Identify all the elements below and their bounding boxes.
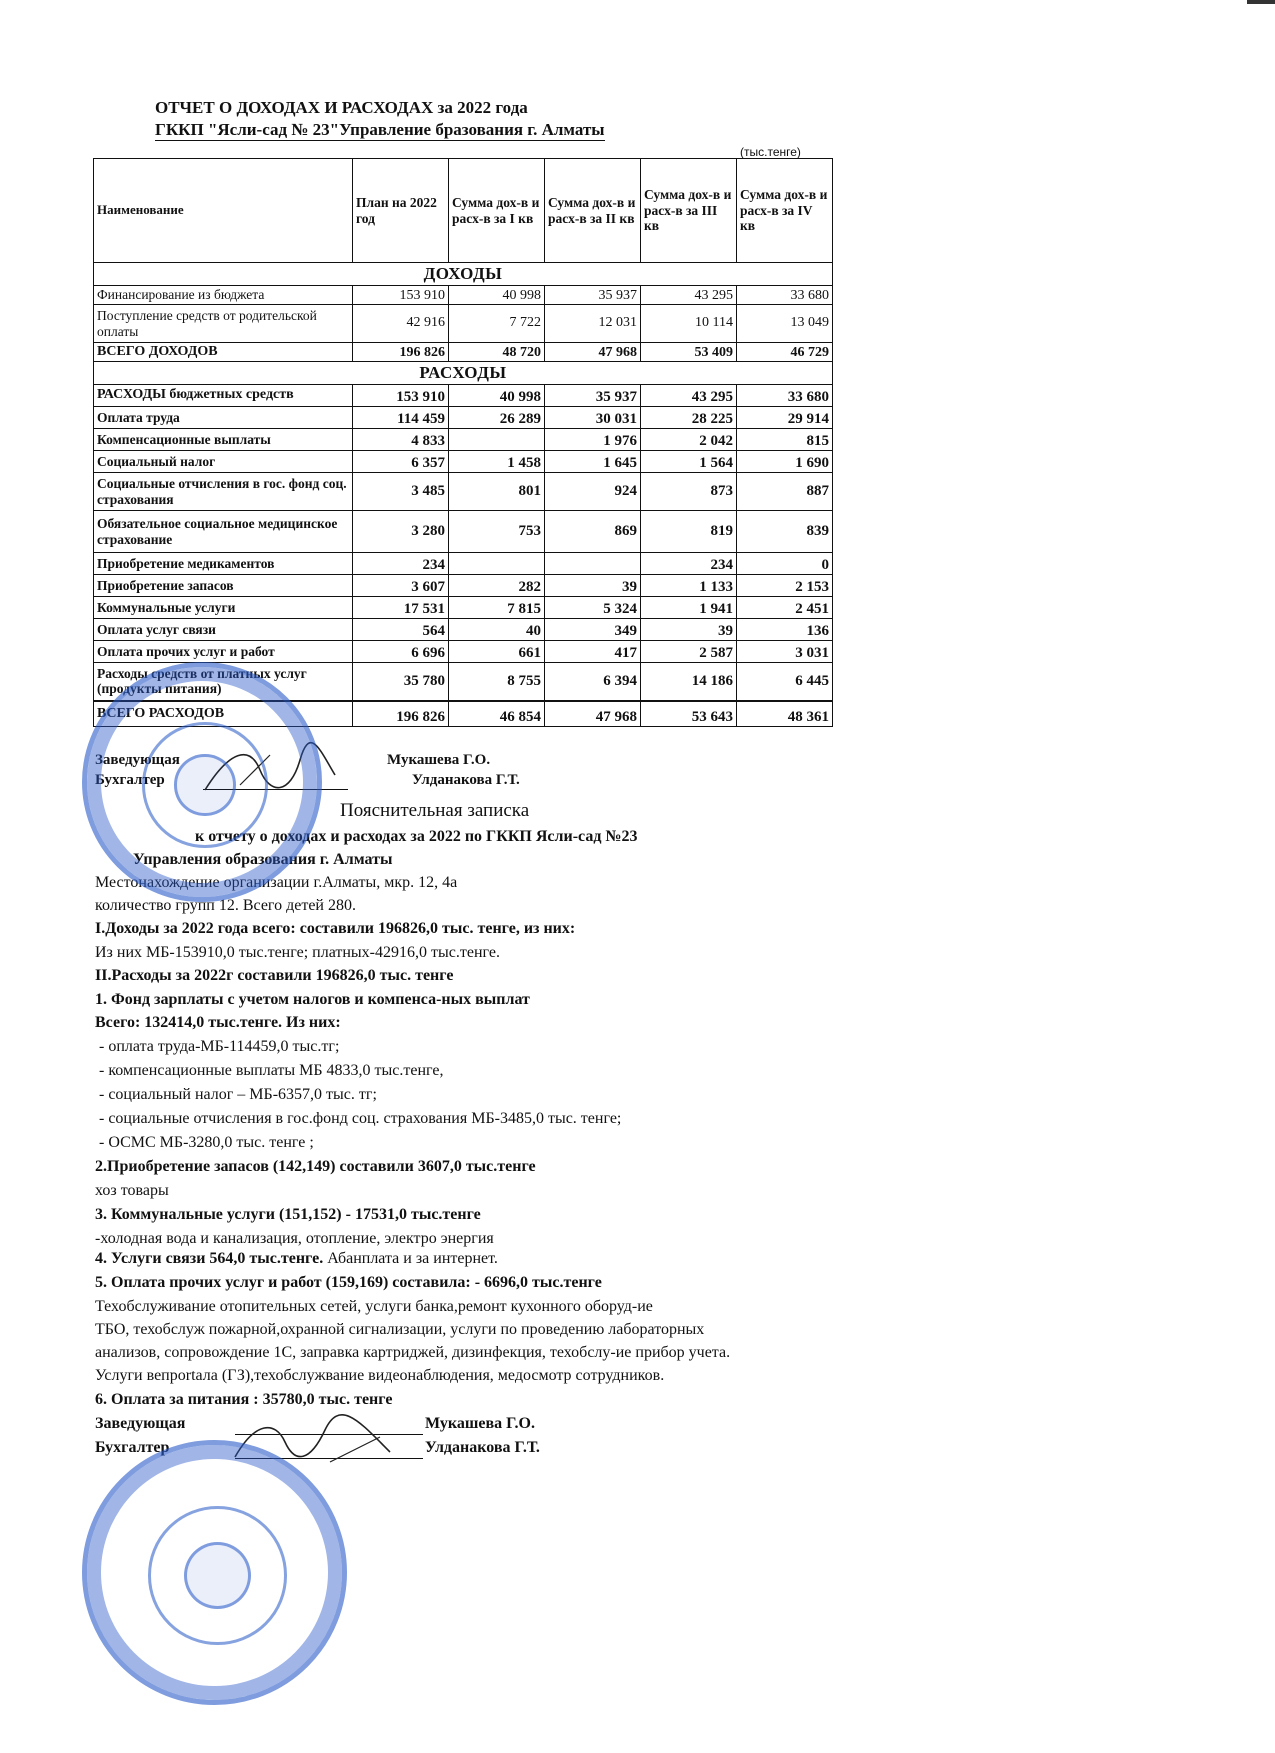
table-row	[94, 641, 833, 663]
note-director-label: Заведующая	[95, 1415, 186, 1432]
row-name: Компенсационные выплаты	[94, 429, 353, 451]
row-name: Социальные отчисления в гос. фонд соц. страхования	[94, 473, 353, 511]
row-name: Расходы средств от платных услуг (продукты питания)	[94, 663, 353, 701]
cell-q1: 26 289	[449, 407, 545, 429]
cell-q3: 873	[641, 473, 737, 511]
list-item: Техобслуживание отопительных сетей, услуги банка,ремонт кухонного оборуд-ие	[95, 1298, 653, 1315]
cell-q2: 35 937	[545, 385, 641, 407]
cell-q1: 801	[449, 473, 545, 511]
note-accountant-label: Бухгалтер	[95, 1439, 170, 1456]
cell-q2: 5 324	[545, 597, 641, 619]
table-row	[94, 511, 833, 553]
cell-q1: 40 998	[449, 286, 545, 305]
list-item: ТБО, техобслуж пожарной,охранной сигнализации, услуги по проведению лабораторных	[95, 1321, 705, 1338]
cell-q3: 819	[641, 511, 737, 553]
income-title: I.Доходы за 2022 года всего: составили 196826,0 тыс. тенге, из них:	[95, 920, 576, 937]
cell-q1: 40	[449, 619, 545, 641]
row-name: Социальный налог	[94, 451, 353, 473]
cell-q4: 0	[737, 553, 833, 575]
cell-q3: 2 587	[641, 641, 737, 663]
note-heading: Пояснительная записка	[340, 800, 530, 821]
cell-plan: 114 459	[353, 407, 449, 429]
expense-section-title: РАСХОДЫ	[94, 362, 833, 385]
cell-q1: 48 720	[449, 343, 545, 362]
list-item: анализов, сопровождение 1С, заправка картриджей, дизинфекция, техобслу-ие прибор учета.	[95, 1344, 731, 1361]
cell-q4: 1 690	[737, 451, 833, 473]
cell-plan: 3 280	[353, 511, 449, 553]
note-subheading-2: Управления образования г. Алматы	[133, 851, 393, 868]
cell-q3: 43 295	[641, 286, 737, 305]
cell-q1: 753	[449, 511, 545, 553]
cell-q4: 6 445	[737, 663, 833, 701]
cell-q1: 40 998	[449, 385, 545, 407]
cell-q2: 6 394	[545, 663, 641, 701]
cell-q2: 35 937	[545, 286, 641, 305]
table-row	[94, 385, 833, 407]
header-row	[94, 159, 833, 263]
cell-q2: 30 031	[545, 407, 641, 429]
cell-q3: 39	[641, 619, 737, 641]
row-name: РАСХОДЫ бюджетных средств	[94, 385, 353, 407]
col-header-plan: План на 2022 год	[353, 159, 449, 263]
table-row	[94, 407, 833, 429]
item1-total: Всего: 132414,0 тыс.тенге. Из них:	[95, 1014, 341, 1031]
cell-q4: 33 680	[737, 286, 833, 305]
cell-plan: 42 916	[353, 305, 449, 343]
cell-q2: 869	[545, 511, 641, 553]
cell-q4: 2 451	[737, 597, 833, 619]
cell-q1: 7 722	[449, 305, 545, 343]
table-row	[94, 429, 833, 451]
cell-q2: 924	[545, 473, 641, 511]
income-section-row	[94, 263, 833, 286]
col-header-q2: Сумма дох-в и расх-в за II кв	[545, 159, 641, 263]
row-name: Оплата труда	[94, 407, 353, 429]
cell-q2: 12 031	[545, 305, 641, 343]
expense-section-row	[94, 362, 833, 385]
cell-q3: 28 225	[641, 407, 737, 429]
cell-q1: 1 458	[449, 451, 545, 473]
row-name: Поступление средств от родительской оплаты	[94, 305, 353, 343]
cell-q2: 1 645	[545, 451, 641, 473]
table-row	[94, 305, 833, 343]
cell-q4: 29 914	[737, 407, 833, 429]
item2-detail: хоз товары	[95, 1182, 169, 1199]
note-accountant-name: Улданакова Г.Т.	[425, 1439, 540, 1456]
cell-q4: 839	[737, 511, 833, 553]
list-item: - оплата труда-МБ-114459,0 тыс.тг;	[99, 1038, 340, 1055]
units-label: (тыс.тенге)	[740, 145, 801, 159]
cell-q1: 282	[449, 575, 545, 597]
cell-plan: 153 910	[353, 286, 449, 305]
report-subtitle-text: ГККП "Ясли-сад № 23"Управление бразования г. Алматы	[155, 120, 605, 139]
row-name: Приобретение медикаментов	[94, 553, 353, 575]
report-subtitle	[155, 120, 605, 140]
col-header-q3: Сумма дох-в и расх-в за III кв	[641, 159, 737, 263]
cell-plan: 17 531	[353, 597, 449, 619]
cell-plan: 35 780	[353, 663, 449, 701]
cell-q1: 46 854	[449, 701, 545, 727]
table-row	[94, 575, 833, 597]
official-stamp-icon	[82, 1440, 347, 1705]
cell-q2: 39	[545, 575, 641, 597]
row-name: Приобретение запасов	[94, 575, 353, 597]
cell-q1	[449, 429, 545, 451]
row-name: Оплата прочих услуг и работ	[94, 641, 353, 663]
cell-q4: 887	[737, 473, 833, 511]
table-row	[94, 473, 833, 511]
note-location: Местонахождение организации г.Алматы, мкр. 12, 4а	[95, 874, 458, 891]
cell-q1: 7 815	[449, 597, 545, 619]
cell-q2: 417	[545, 641, 641, 663]
row-name: Финансирование из бюджета	[94, 286, 353, 305]
director-label: Заведующая	[95, 752, 180, 768]
cell-q4: 3 031	[737, 641, 833, 663]
cell-plan: 6 357	[353, 451, 449, 473]
item6-title: 6. Оплата за питания : 35780,0 тыс. тенге	[95, 1391, 393, 1408]
director-name: Мукашева Г.О.	[387, 752, 491, 768]
cell-q3: 43 295	[641, 385, 737, 407]
row-name: ВСЕГО ДОХОДОВ	[94, 343, 353, 362]
note-subheading: к отчету о доходах и расходах за 2022 по ГККП Ясли-сад №23	[195, 828, 638, 845]
table-row	[94, 597, 833, 619]
cell-plan: 196 826	[353, 343, 449, 362]
cell-q2: 47 968	[545, 701, 641, 727]
cell-plan: 234	[353, 553, 449, 575]
table-row	[94, 553, 833, 575]
list-item: - компенсационные выплаты МБ 4833,0 тыс.тенге,	[99, 1062, 444, 1079]
item3-title: 3. Коммунальные услуги (151,152) - 17531,0 тыс.тенге	[95, 1206, 481, 1223]
cell-q3: 10 114	[641, 305, 737, 343]
cell-plan: 153 910	[353, 385, 449, 407]
emblem-icon	[184, 1542, 251, 1609]
table-row	[94, 451, 833, 473]
cell-plan: 196 826	[353, 701, 449, 727]
item3-detail: -холодная вода и канализация, отопление, электро энергия	[95, 1230, 494, 1247]
list-item: - ОСМС МБ-3280,0 тыс. тенге ;	[99, 1134, 314, 1151]
col-header-name: Наименование	[94, 159, 353, 263]
cell-q4: 13 049	[737, 305, 833, 343]
cell-q2: 349	[545, 619, 641, 641]
expense-title: II.Расходы за 2022г составили 196826,0 тыс. тенге	[95, 967, 454, 984]
col-header-q4: Сумма дох-в и расх-в за IV кв	[737, 159, 833, 263]
cell-q3: 53 643	[641, 701, 737, 727]
row-name: Обязательное социальное медицинское страхование	[94, 511, 353, 553]
row-name: Коммунальные услуги	[94, 597, 353, 619]
cell-plan: 4 833	[353, 429, 449, 451]
item2-title: 2.Приобретение запасов (142,149) составили 3607,0 тыс.тенге	[95, 1158, 536, 1175]
cell-q1: 8 755	[449, 663, 545, 701]
row-name: Оплата услуг связи	[94, 619, 353, 641]
cell-q1: 661	[449, 641, 545, 663]
cell-q2: 47 968	[545, 343, 641, 362]
cell-q4: 33 680	[737, 385, 833, 407]
cell-plan: 564	[353, 619, 449, 641]
report-title: ОТЧЕТ О ДОХОДАХ И РАСХОДАХ за 2022 года	[155, 98, 528, 117]
cell-q4: 2 153	[737, 575, 833, 597]
cell-q3: 1 564	[641, 451, 737, 473]
official-stamp-icon	[82, 662, 322, 902]
cell-q2	[545, 553, 641, 575]
list-item: - социальные отчисления в гос.фонд соц. страхования МБ-3485,0 тыс. тенге;	[99, 1110, 622, 1127]
table-row	[94, 286, 833, 305]
cell-q4: 815	[737, 429, 833, 451]
cell-q2: 1 976	[545, 429, 641, 451]
cell-q3: 53 409	[641, 343, 737, 362]
cell-plan: 3 485	[353, 473, 449, 511]
corner-mark	[1247, 0, 1275, 4]
cell-q3: 1 941	[641, 597, 737, 619]
income-total-row	[94, 343, 833, 362]
report-table	[93, 158, 833, 727]
accountant-name: Улданакова Г.Т.	[412, 772, 520, 788]
note-groups: количество групп 12. Всего детей 280.	[95, 897, 356, 914]
item4-title: 4. Услуги связи 564,0 тыс.тенге.	[95, 1250, 324, 1267]
cell-plan: 6 696	[353, 641, 449, 663]
income-section-title: ДОХОДЫ	[94, 263, 833, 286]
cell-q3: 2 042	[641, 429, 737, 451]
note-director-name: Мукашева Г.О.	[425, 1415, 535, 1432]
cell-plan: 3 607	[353, 575, 449, 597]
cell-q3: 14 186	[641, 663, 737, 701]
cell-q1	[449, 553, 545, 575]
cell-q4: 48 361	[737, 701, 833, 727]
table-row	[94, 619, 833, 641]
cell-q4: 46 729	[737, 343, 833, 362]
cell-q4: 136	[737, 619, 833, 641]
accountant-label: Бухгалтер	[95, 772, 165, 788]
income-detail: Из них МБ-153910,0 тыс.тенге; платных-42916,0 тыс.тенге.	[95, 944, 500, 961]
item4-detail: Абанплата и за интернет.	[323, 1250, 498, 1267]
item4	[95, 1250, 498, 1268]
cell-q3: 234	[641, 553, 737, 575]
item5-title: 5. Оплата прочих услуг и работ (159,169) составила: - 6696,0 тыс.тенге	[95, 1274, 602, 1291]
row-name: ВСЕГО РАСХОДОВ	[94, 701, 353, 727]
list-item: Услуги вепportала (ГЗ),техобслужвание видеонаблюдения, медосмотр сотрудников.	[95, 1367, 665, 1384]
cell-q3: 1 133	[641, 575, 737, 597]
item1-title: 1. Фонд зарплаты с учетом налогов и компенса-ных выплат	[95, 991, 530, 1008]
emblem-icon	[174, 754, 235, 815]
list-item: - социальный налог – МБ-6357,0 тыс. тг;	[99, 1086, 377, 1103]
col-header-q1: Сумма дох-в и расх-в за I кв	[449, 159, 545, 263]
